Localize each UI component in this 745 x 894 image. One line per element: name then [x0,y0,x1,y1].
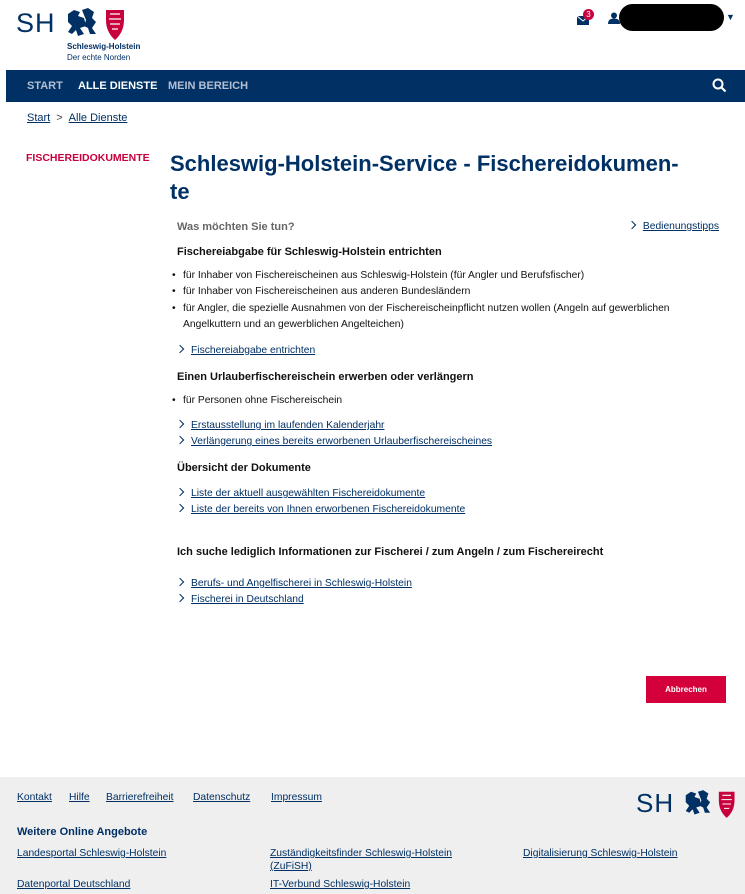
link-row [177,504,465,515]
footer-service-digitalisierung[interactable]: Digitalisierung Schleswig-Holstein [523,848,678,859]
chevron-right-icon [176,578,184,586]
logo-tagline: Der echte Norden [67,53,131,62]
footer-logo-sh-text: SH [636,788,675,818]
link-row [177,488,425,499]
mail-count-badge: 3 [583,9,594,20]
breadcrumb-start[interactable]: Start [27,112,51,124]
list-item: • für Angler, die spezielle Ausnahmen von der Fischereischeinpflicht nutzen wollen (Angeln auf gewerblichen Angelkuttern und an gewerblichen Angelteichen) [172,303,670,330]
logo-name: Schleswig-Holstein [67,42,141,51]
link-row [177,420,384,431]
tips-link[interactable]: Bedienungstipps [642,221,719,232]
footer-link-impressum[interactable]: Impressum [271,792,322,803]
link-fischereiabgabe-entrichten[interactable]: Fischereiabgabe entrichten [191,345,316,356]
cancel-button[interactable]: Abbrechen [646,676,726,703]
section-heading-informationen: Ich suche lediglich Informationen zur Fischerei / zum Angeln / zum Fischereirecht [177,546,604,558]
list-item: • für Inhaber von Fischereischeinen aus Schleswig-Holstein (für Angler und Berufsfischer) [172,270,585,281]
chevron-right-icon [176,594,184,602]
footer-link-hilfe[interactable]: Hilfe [69,792,90,803]
footer-link-datenschutz[interactable]: Datenschutz [193,792,251,803]
tips-link-wrapper [629,221,719,232]
chevron-right-icon [628,221,636,229]
footer-link-kontakt[interactable]: Kontakt [17,792,52,803]
footer-service-landesportal[interactable]: Landesportal Schleswig-Holstein [17,848,167,859]
question-heading: Was möchten Sie tun? [177,221,295,233]
logo-sh-text: SH [16,8,56,38]
link-row [177,594,304,605]
footer-service-datenportal[interactable]: Datenportal Deutschland [17,879,131,890]
chevron-down-icon[interactable]: ▼ [726,12,735,22]
section-heading-uebersicht: Übersicht der Dokumente [177,462,311,474]
section-heading-urlauberfischereischein: Einen Urlauberfischereischein erwerben oder verlängern [177,371,474,383]
link-row [177,578,412,589]
breadcrumb [27,112,127,124]
footer-title: Weitere Online Angebote [17,826,148,838]
footer-service-zufish[interactable]: Zuständigkeitsfinder Schleswig-Holstein (ZuFiSH) [270,848,452,872]
page-title [170,150,740,206]
chevron-right-icon [176,345,184,353]
nav-item-mein-bereich[interactable]: MEIN BEREICH [168,80,249,92]
sidebar-title: FISCHEREIDOKUMENTE [26,152,150,164]
chevron-right-icon [176,488,184,496]
nav-item-start[interactable]: START [27,80,63,92]
link-berufs-angelfischerei[interactable]: Berufs- und Angelfischerei in Schleswig-Holstein [191,578,412,589]
page-title-line-1: Schleswig-Holstein-Service - Fischereidokumen- [170,151,679,176]
site-footer [0,777,745,894]
chevron-right-icon [176,420,184,428]
link-row [177,436,492,447]
link-fischerei-deutschland[interactable]: Fischerei in Deutschland [191,594,304,605]
page-title-line-2: te [170,179,190,204]
chevron-right-icon [176,504,184,512]
coat-of-arms-icon [684,788,738,820]
site-header [0,0,745,70]
coat-of-arms-icon [66,6,128,42]
footer-link-barrierefreiheit[interactable]: Barrierefreiheit [106,792,174,803]
link-verlaengerung[interactable]: Verlängerung eines bereits erworbenen Urlauberfischereischeines [191,436,493,447]
list-item: • für Personen ohne Fischereischein [172,395,343,406]
footer-service-it-verbund[interactable]: IT-Verbund Schleswig-Holstein [270,879,411,890]
link-erstausstellung[interactable]: Erstausstellung im laufenden Kalenderjahr [191,420,385,431]
link-aktuell-ausgewaehlt[interactable]: Liste der aktuell ausgewählten Fischereidokumente [191,488,426,499]
link-row [177,345,315,356]
search-icon[interactable] [712,78,727,93]
main-nav [6,70,745,102]
breadcrumb-separator: > [56,112,63,124]
breadcrumb-alle-dienste[interactable]: Alle Dienste [68,112,128,124]
link-bereits-erworben[interactable]: Liste der bereits von Ihnen erworbenen Fischereidokumente [191,504,466,515]
section-heading-fischereiabgabe: Fischereiabgabe für Schleswig-Holstein entrichten [177,246,442,258]
user-name-redacted[interactable] [619,4,724,31]
list-item: • für Inhaber von Fischereischeinen aus anderen Bundesländern [172,286,471,297]
chevron-right-icon [176,436,184,444]
nav-item-alle-dienste[interactable]: ALLE DIENSTE [78,80,158,92]
